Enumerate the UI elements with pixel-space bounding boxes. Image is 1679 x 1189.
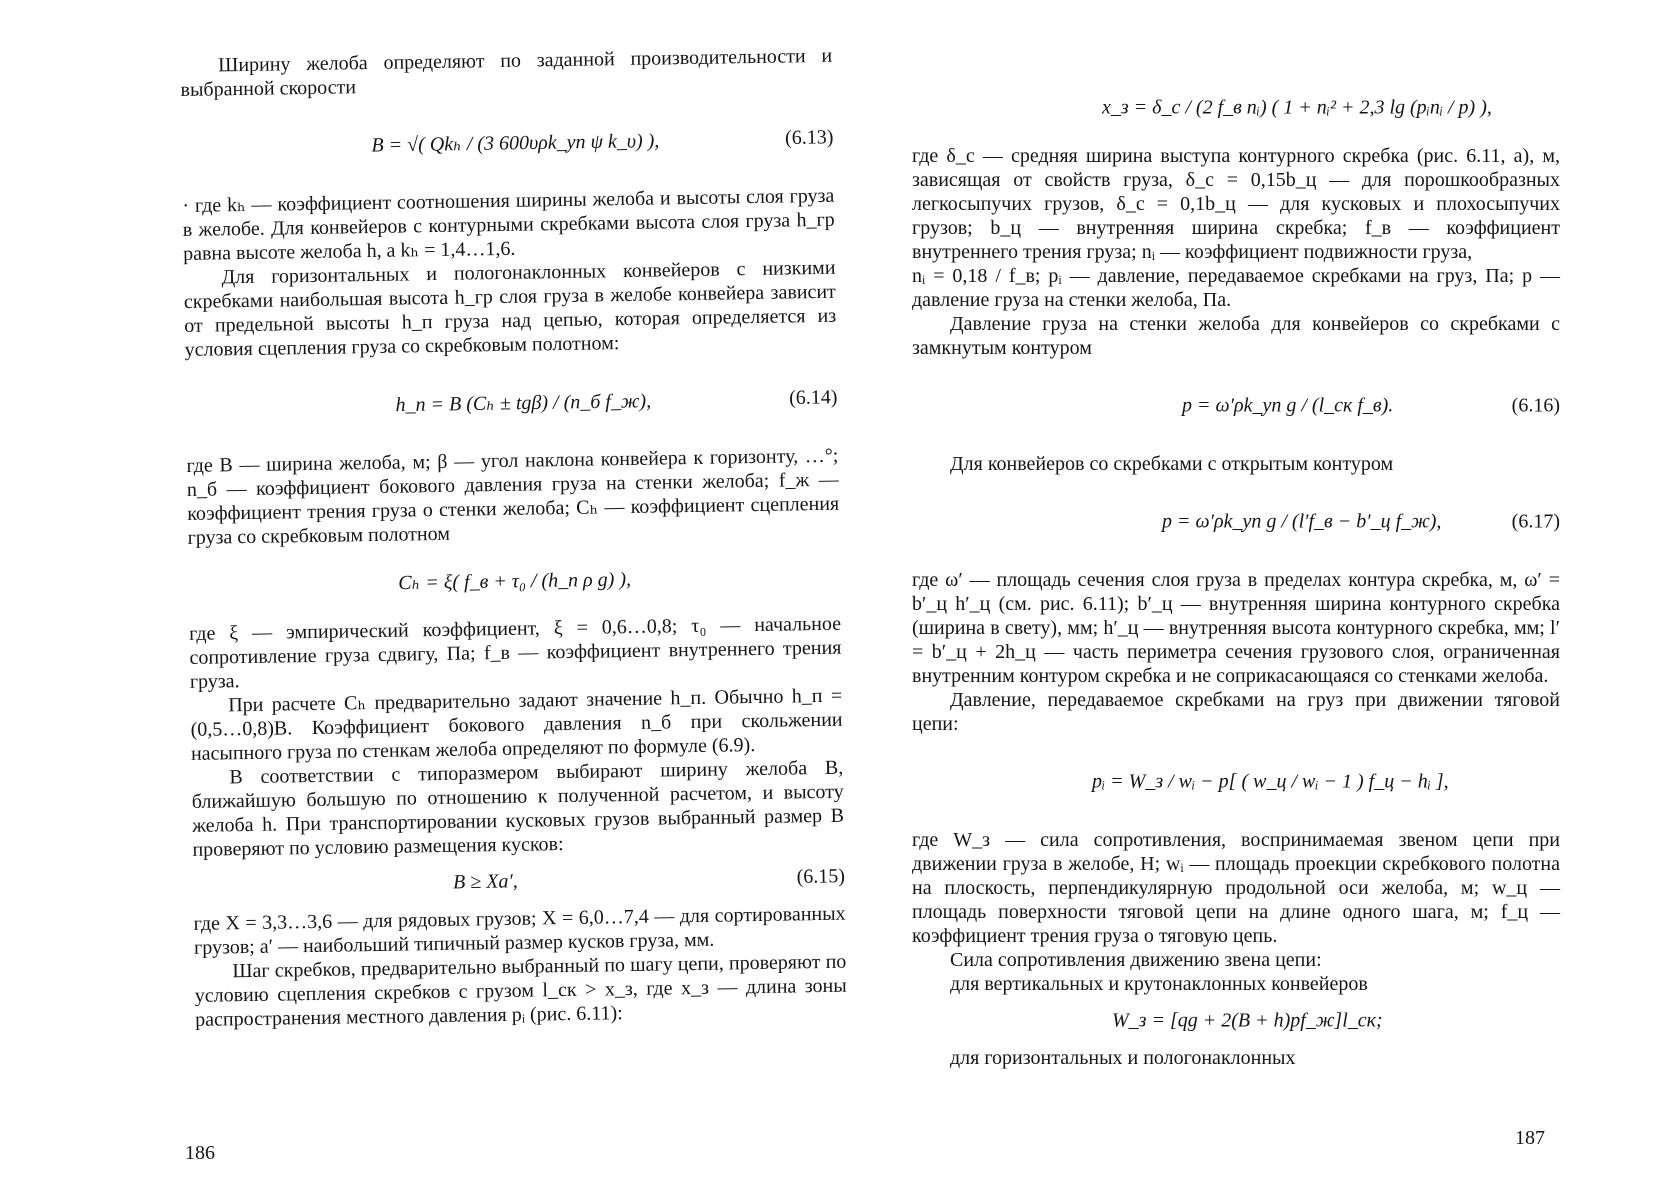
- formula-x3-text: x_з = δ_с / (2 f_в nᵢ) ( 1 + nᵢ² + 2,3 lg (pᵢnᵢ / p) ),: [1102, 96, 1492, 119]
- right-paragraph-9: для вертикальных и крутонаклонных конвейеров: [950, 973, 1368, 995]
- right-paragraph-4: Для конвейеров со скребками с открытым контуром: [950, 453, 1394, 475]
- left-paragraph-5: где ξ — эмпирический коэффициент, ξ = 0,6…0,8; τ₀ — начальное сопротивление груза сдвигу, Па; f_в — коэффициент внутреннего трения груза.: [188, 612, 842, 693]
- left-page: [180, 44, 847, 1032]
- formula-6-17-number: (6.17): [1511, 510, 1560, 533]
- left-paragraph-1: Ширину желоба определяют по заданной производительности и выбранной скорости: [180, 44, 833, 101]
- formula-w3-text: W_з = [qg + 2(B + h)pf_ж]l_ск;: [1112, 1009, 1383, 1032]
- formula-6-13-text: B = √( Qkₕ / (3 600υρk_уп ψ k_υ) ),: [371, 129, 660, 157]
- right-paragraph-1: где δ_с — средняя ширина выступа контурного скребка (рис. 6.11, а), м, зависящая от свойств груза, δ_с = 0,15b_ц — для порошкообразных легкосыпучих грузов, δ_с = 0,1b_ц — для кусковых и плохосыпучих грузов; b_ц — внутренняя ширина скребка; f_в — коэффициент внутреннего трения груза; nᵢ — коэффициент подвижности груза,: [912, 145, 1560, 263]
- left-paragraph-3: Для горизонтальных и пологонаклонных конвейеров с низкими скребками наибольшая высота h_гр слоя груза в желобе конвейера зависит от предельной высоты h_п груза над цепью, которая определяется из условия сцепления груза со скребковым полотном:: [183, 256, 837, 361]
- formula-6-15-number: (6.15): [796, 865, 846, 888]
- left-paragraph-9: Шаг скребков, предварительно выбранный по шагу цепи, проверяют по условию сцепления скребков с грузом l_ск > x_з, где x_з — длина зоны распространения местного давления pᵢ (рис. 6.11):: [194, 950, 847, 1031]
- right-paragraph-10: для горизонтальных и пологонаклонных: [950, 1047, 1296, 1069]
- formula-6-13: [181, 98, 834, 188]
- page-number-right: 187: [1515, 1127, 1545, 1149]
- formula-pi: [912, 742, 1560, 822]
- page-number-left: 186: [185, 1142, 215, 1164]
- right-paragraph-8: Сила сопротивления движению звена цепи:: [950, 949, 1322, 971]
- left-paragraph-7: В соответствии с типоразмером выбирают ширину желоба B, ближайшую большую по отношению к полученной расчетом, и высоту желоба h. При транспортировании кусковых грузов выбранный размер B проверяют по условию размещения кусков:: [191, 756, 845, 861]
- right-paragraph-5: где ω′ — площадь сечения слоя груза в пределах контура скребка, м, ω′ = b′_ц h′_ц (см. рис. 6.11); b′_ц — внутренняя ширина контурного скребка (ширина в свету), мм; h′_ц — внутренняя высота контурного скребка, мм; l′ = b′_ц + 2h_ц — часть периметра сечения грузового слоя, ограниченная внутренним контуром скребка и не соприкасающаяся со стенками желоба.: [912, 569, 1560, 687]
- left-paragraph-2: · где kₕ — коэффициент соотношения ширины желоба и высоты слоя груза в желобе. Для конвейеров с контурными скребками высота слоя груза h_гр равна высоте желоба h, а kₕ = 1,4…1,6.: [182, 184, 835, 265]
- formula-6-16: [912, 366, 1560, 446]
- right-paragraph-6: Давление, передаваемое скребками на груз при движении тяговой цепи:: [912, 689, 1560, 735]
- formula-6-13-number: (6.13): [784, 126, 834, 150]
- formula-w3: [912, 1002, 1560, 1040]
- left-paragraph-8: где X = 3,3…3,6 — для рядовых грузов; X = 6,0…7,4 — для сортированных грузов; a′ — наибольший типичный размер кусков груза, мм.: [193, 902, 846, 959]
- formula-6-15-text: B ≥ Xa′,: [452, 870, 519, 894]
- formula-ch-text: Cₕ = ξ( f_в + τ₀ / (h_п ρ g) ),: [398, 568, 632, 595]
- right-paragraph-3: Давление груза на стенки желоба для конвейеров со скребками с замкнутым контуром: [912, 313, 1560, 359]
- formula-6-15: [193, 858, 846, 906]
- formula-6-16-number: (6.16): [1511, 394, 1560, 417]
- formula-ch: [188, 546, 841, 616]
- right-page: [912, 72, 1560, 1070]
- formula-6-14: [185, 358, 838, 448]
- left-paragraph-6: При расчете Cₕ предварительно задают значение h_п. Обычно h_п = (0,5…0,8)B. Коэффициент бокового давления n_б при скольжении насыпного груза по стенкам желоба определяют по формуле (6.9).: [190, 684, 843, 765]
- formula-x3: [912, 78, 1560, 138]
- formula-pi-text: pᵢ = W_з / wᵢ − p[ ( w_ц / wᵢ − 1 ) f_ц − hᵢ ],: [1092, 770, 1449, 793]
- left-paragraph-4: где B — ширина желоба, м; β — угол наклона конвейера к горизонту, …°; n_б — коэффициент бокового давления груза на стенки желоба; f_ж — коэффициент трения груза о стенки желоба; Cₕ — коэффициент сцепления груза со скребковым полотном: [186, 444, 840, 549]
- formula-6-14-number: (6.14): [788, 386, 838, 409]
- formula-6-16-text: p = ω′ρk_уп g / (l_ск f_в).: [1182, 394, 1394, 417]
- formula-6-17: [912, 482, 1560, 562]
- right-paragraph-7: где W_з — сила сопротивления, воспринимаемая звеном цепи при движении груза в желобе, Н; wᵢ — площадь проекции скребкового полотна на плоскость, перпендикулярную продольной оси желоба, м; w_ц — площадь поверхности тяговой цепи на длине одного шага, м; f_ц — коэффициент трения груза о тяговую цепь.: [912, 829, 1560, 947]
- formula-6-14-text: h_п = B (Cₕ ± tgβ) / (n_б f_ж),: [395, 390, 652, 417]
- formula-6-17-text: p = ω′ρk_уп g / (l′f_в − b′_ц f_ж),: [1162, 510, 1442, 533]
- right-paragraph-2: nᵢ = 0,18 / f_в; pᵢ — давление, передаваемое скребками на груз, Па; p — давление груза на стенки желоба, Па.: [912, 265, 1560, 311]
